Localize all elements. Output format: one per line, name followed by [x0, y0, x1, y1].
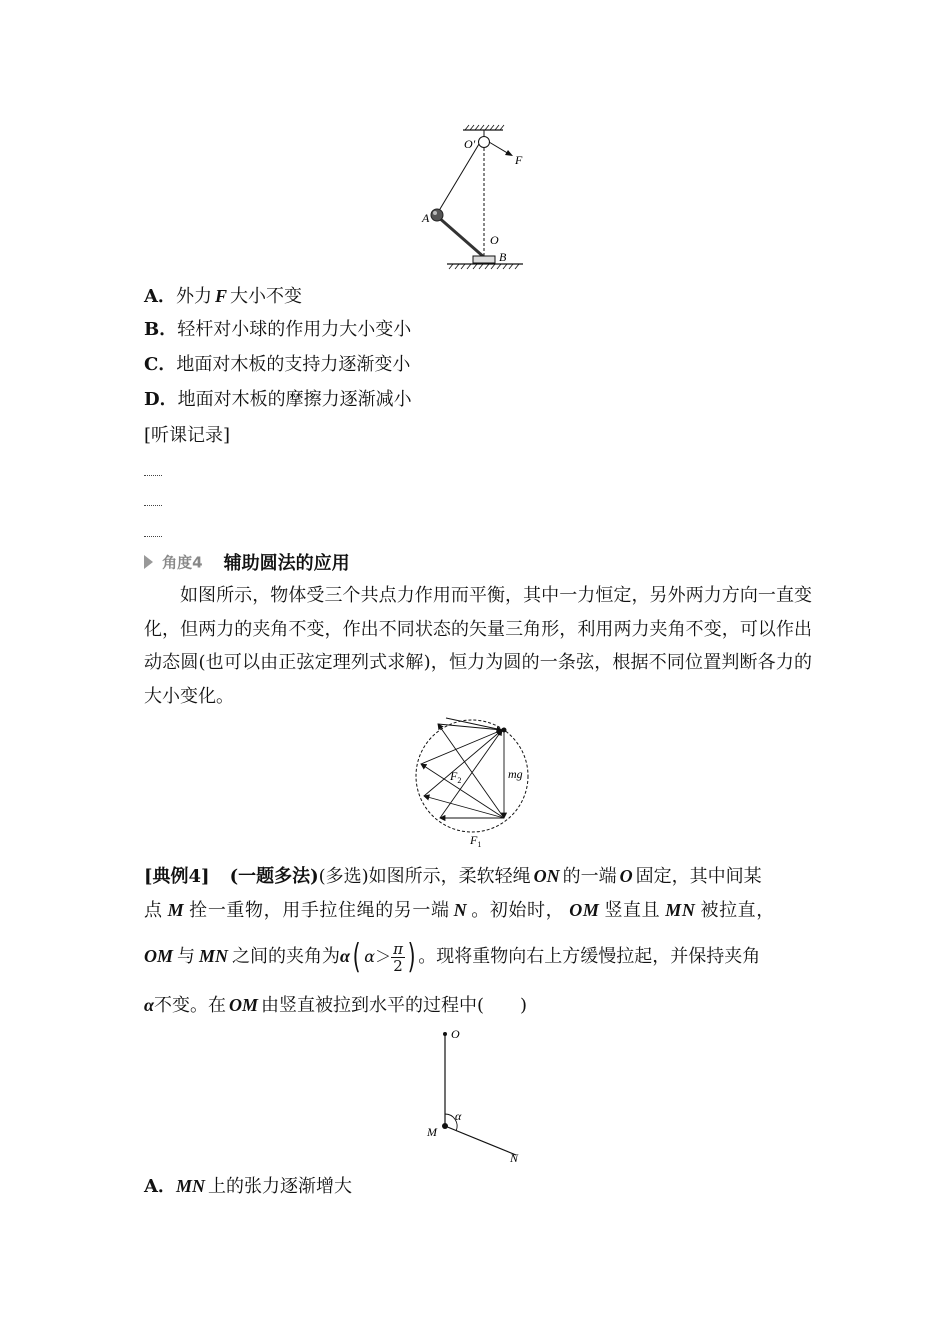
notes-line-3: [144, 536, 162, 537]
figure-auxiliary-circle: [410, 712, 540, 852]
label-f: F: [515, 153, 523, 167]
section-tag: 角度4: [162, 553, 203, 572]
option-b: B．轻杆对小球的作用力大小变小: [144, 319, 412, 340]
example-line-3: OM 与 MN 之间的夹角为α( α＞ $\frac{\pi}{2}$ ) 。现将重物向右上方缓慢拉起，并保持夹角: [144, 937, 761, 977]
example-line-4: α不变。在 OM 由竖直被拉到水平的过程中( ): [144, 995, 528, 1016]
label-a: A: [422, 211, 430, 225]
label-n: N: [510, 1151, 519, 1165]
section-heading: [144, 549, 350, 573]
fraction-pi-over-2: $\frac{\pi}{2}$: [393, 939, 403, 975]
section-marker-icon: [144, 555, 153, 569]
example-line-2: 点 M 拴一重物，用手拉住绳的另一端 N 。初始时， OM 竖直且 MN 被拉直，: [144, 900, 775, 921]
option-2a: A．MN 上的张力逐渐增大: [144, 1176, 352, 1197]
option-a: A．外力 F 大小不变: [144, 286, 302, 307]
label-o-prime: O′: [464, 137, 476, 151]
label-o: O: [490, 233, 499, 247]
label-b: B: [499, 250, 507, 264]
label-f2: $F_2$: [450, 769, 462, 785]
notes-label: [听课记录]: [144, 425, 231, 446]
example-line-1: [典例4] (一题多法)(多选)如图所示，柔软轻绳 ON 的一端 O 固定，其中间某: [144, 866, 762, 887]
notes-line-2: [144, 505, 162, 506]
option-c: C．地面对木板的支持力逐渐变小: [144, 354, 411, 375]
label-alpha: α: [455, 1109, 462, 1123]
option-d: D．地面对木板的摩擦力逐渐减小: [144, 389, 412, 410]
label-o: O: [451, 1027, 460, 1041]
label-f1: $F_1$: [470, 833, 482, 849]
notes-line-1: [144, 475, 162, 476]
figure-rope-omn: [420, 1022, 530, 1167]
figure-rod-ball-diagram: [415, 122, 540, 272]
intro-paragraph: 如图所示，物体受三个共点力作用而平衡，其中一力恒定，另外两力方向一直变化，但两力的夹角不变，作出不同状态的矢量三角形，利用两力夹角不变，可以作出动态圆(也可以由正弦定理列式求解)，恒力为圆的一条弦，根据不同位置判断各力的大小变化。: [144, 585, 812, 707]
label-m: M: [427, 1125, 437, 1139]
label-mg: mg: [508, 767, 523, 781]
section-title: 辅助圆法的应用: [223, 553, 350, 574]
